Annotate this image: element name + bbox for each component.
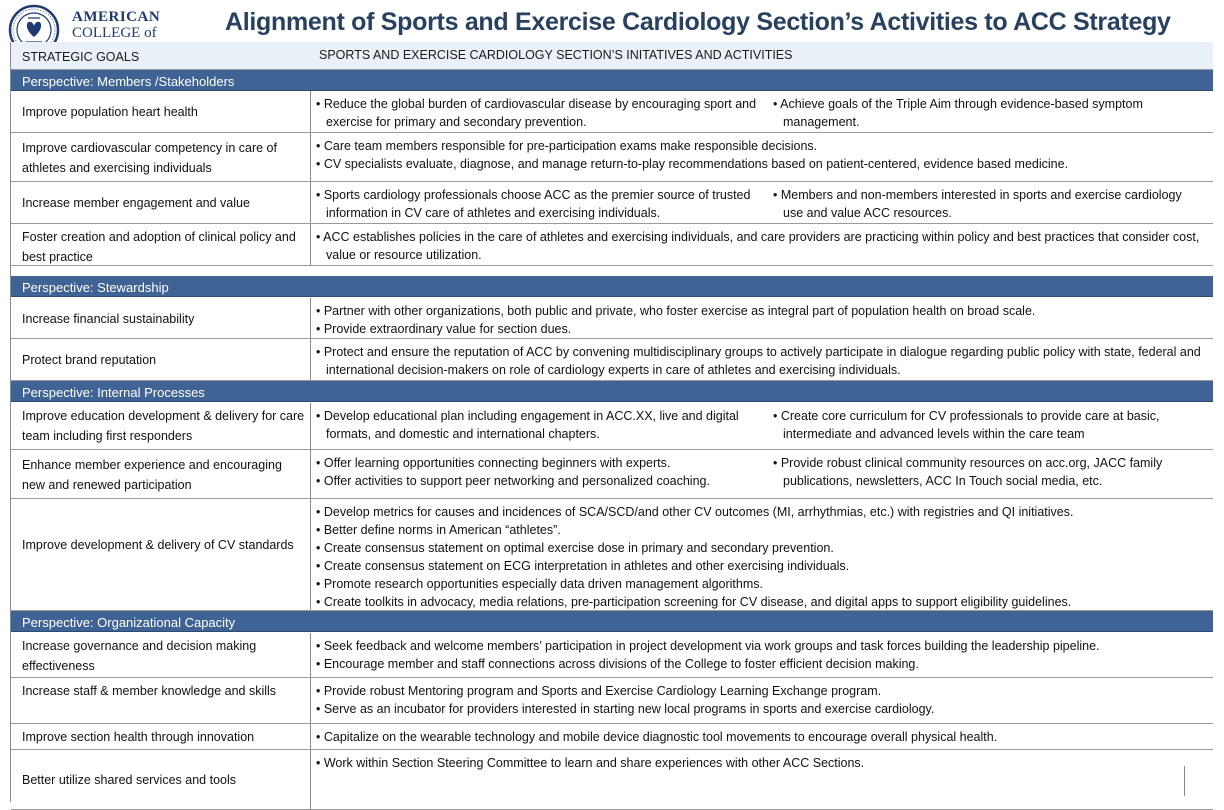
initiative-cell-right xyxy=(773,186,1203,222)
bullet-item: • Work within Section Steering Committee to learn and share experiences with other ACC Sections. xyxy=(316,756,865,770)
strategic-goal: Increase member engagement and value xyxy=(22,196,250,210)
strategy-table xyxy=(10,42,1213,802)
perspective-band xyxy=(11,70,1213,91)
bullet-item: • Sports cardiology professionals choose ACC as the premier source of trusted information in CV care of athletes and exercising individuals. xyxy=(316,188,751,220)
initiative-cell-right xyxy=(773,407,1203,443)
bullet-item: • Create toolkits in advocacy, media relations, pre-participation screening for CV disease, and digital apps to support eligibility guidelines. xyxy=(316,595,1072,609)
table-row xyxy=(11,133,1213,182)
bullet-item: • Develop metrics for causes and incidences of SCA/SCD/and other CV outcomes (MI, arrhythmias, etc.) with registries and QI initiatives. xyxy=(316,505,1074,519)
initiative-cell xyxy=(316,728,1206,746)
table-row xyxy=(11,499,1213,611)
bullet-item: • Members and non-members interested in sports and exercise cardiology use and value ACC resources. xyxy=(773,188,1182,220)
column-divider xyxy=(310,298,311,338)
bullet-item: • Serve as an incubator for providers interested in starting new local programs in sports and exercise cardiology. xyxy=(316,702,935,716)
bullet-item: • Care team members responsible for pre-participation exams make responsible decisions. xyxy=(316,139,818,153)
bullet-item: • Offer learning opportunities connecting beginners with experts. xyxy=(316,456,671,470)
table-row xyxy=(11,403,1213,450)
header-initiatives: SPORTS AND EXERCISE CARDIOLOGY SECTION’S INITATIVES AND ACTIVITIES xyxy=(319,48,793,62)
table-row xyxy=(11,678,1213,724)
initiative-cell xyxy=(316,343,1206,379)
initiative-cell xyxy=(316,637,1206,673)
strategic-goal: Increase governance and decision making effectiveness xyxy=(22,639,257,673)
table-row xyxy=(11,450,1213,499)
table-row xyxy=(11,298,1213,339)
table-row xyxy=(11,339,1213,381)
column-divider xyxy=(310,678,311,723)
logo-line-2: COLLEGE of xyxy=(72,25,157,41)
table-row xyxy=(11,182,1213,224)
bullet-item: • Seek feedback and welcome members’ participation in project development via work groups and task forces building the leadership pipeline. xyxy=(316,639,1100,653)
perspective-label: Perspective: Organizational Capacity xyxy=(22,615,236,630)
table-header xyxy=(11,42,1213,70)
bullet-item: • CV specialists evaluate, diagnose, and manage return-to-play recommendations based on patient-centered, evidence based medicine. xyxy=(316,157,1069,171)
perspective-label: Perspective: Internal Processes xyxy=(22,385,205,400)
initiative-cell xyxy=(316,137,1206,173)
bullet-item: • Better define norms in American “athletes”. xyxy=(316,523,561,537)
logo-line-1: AMERICAN xyxy=(72,9,161,25)
perspective-band xyxy=(11,381,1213,402)
initiative-cell-left xyxy=(316,454,766,490)
column-divider xyxy=(310,499,311,610)
column-divider xyxy=(310,133,311,181)
table-row xyxy=(11,724,1213,750)
initiative-cell-right xyxy=(773,454,1203,490)
bullet-item: • Provide robust Mentoring program and Sports and Exercise Cardiology Learning Exchange program. xyxy=(316,684,882,698)
bullet-item: • Encourage member and staff connections across divisions of the College to foster efficient decision making. xyxy=(316,657,919,671)
column-divider xyxy=(310,724,311,749)
strategic-goal: Improve population heart health xyxy=(22,105,198,119)
bullet-item: • Provide robust clinical community resources on acc.org, JACC family publications, newsletters, ACC In Touch social media, etc. xyxy=(773,456,1163,488)
table-row xyxy=(11,91,1213,133)
column-divider xyxy=(310,403,311,449)
bullet-item: • Create consensus statement on optimal exercise dose in primary and secondary prevention. xyxy=(316,541,834,555)
perspective-label: Perspective: Stewardship xyxy=(22,280,169,295)
perspective-band xyxy=(11,276,1213,297)
bullet-item: • Partner with other organizations, both public and private, who foster exercise as integral part of population health on broad scale. xyxy=(316,304,1036,318)
column-divider xyxy=(310,91,311,132)
bullet-item: • ACC establishes policies in the care of athletes and exercising individuals, and care providers are practicing within policy and best practices that consider cost, value or resource utilization. xyxy=(316,230,1200,262)
initiative-cell-left xyxy=(316,186,766,222)
strategic-goal: Improve development & delivery of CV standards xyxy=(22,538,294,552)
perspective-label: Perspective: Members /Stakeholders xyxy=(22,74,235,89)
bullet-item: • Protect and ensure the reputation of ACC by convening multidisciplinary groups to actively participate in dialogue regarding public policy with state, federal and international decision-makers on role of cardiology experts in care of athletes and exercising individuals. xyxy=(316,345,1201,377)
table-row xyxy=(11,750,1213,810)
bullet-item: • Create core curriculum for CV professionals to provide care at basic, intermediate and advanced levels within the care team xyxy=(773,409,1160,441)
initiative-cell-left xyxy=(316,95,766,131)
header-strategic-goals: STRATEGIC GOALS xyxy=(22,50,140,64)
initiative-cell xyxy=(316,302,1206,338)
strategic-goal: Increase staff & member knowledge and skills xyxy=(22,684,277,698)
bullet-item: • Capitalize on the wearable technology and mobile device diagnostic tool movements to encourage overall physical health. xyxy=(316,730,998,744)
column-divider xyxy=(310,339,311,380)
bullet-item: • Achieve goals of the Triple Aim through evidence-based symptom management. xyxy=(773,97,1143,129)
column-divider xyxy=(310,633,311,677)
perspective-band xyxy=(11,611,1213,632)
initiative-cell-right xyxy=(773,95,1203,131)
initiative-cell xyxy=(316,503,1206,611)
strategic-goal: Enhance member experience and encouraging new and renewed participation xyxy=(22,457,282,492)
strategic-goal: Improve section health through innovation xyxy=(22,730,255,744)
strategic-goal: Increase financial sustainability xyxy=(22,311,195,326)
column-divider xyxy=(310,224,311,265)
strategic-goal: Improve education development & delivery for care team including first responders xyxy=(22,409,305,443)
strategic-goal: Protect brand reputation xyxy=(22,353,157,367)
page-title: Alignment of Sports and Exercise Cardiology Section’s Activities to ACC Strategy xyxy=(225,8,1171,36)
initiative-cell xyxy=(316,228,1206,264)
column-divider xyxy=(310,450,311,498)
column-divider xyxy=(310,182,311,223)
column-divider xyxy=(310,750,311,809)
initiative-cell-left xyxy=(316,407,766,443)
initiative-cell xyxy=(316,754,1206,772)
bullet-item: • Promote research opportunities especially data driven management algorithms. xyxy=(316,577,763,591)
strategic-goal: Improve cardiovascular competency in care of athletes and exercising individuals xyxy=(22,140,277,175)
bullet-item: • Develop educational plan including engagement in ACC.XX, live and digital formats, and domestic and international chapters. xyxy=(316,409,739,441)
bullet-item: • Create consensus statement on ECG interpretation in athletes and other exercising individuals. xyxy=(316,559,850,573)
bullet-item: • Offer activities to support peer networking and personalized coaching. xyxy=(316,474,710,488)
table-row xyxy=(11,633,1213,678)
bullet-item: • Provide extraordinary value for section dues. xyxy=(316,322,572,336)
initiative-cell xyxy=(316,682,1206,718)
bullet-item: • Reduce the global burden of cardiovascular disease by encouraging sport and exercise for primary and secondary prevention. xyxy=(316,97,757,129)
table-row xyxy=(11,224,1213,266)
strategic-goal: Better utilize shared services and tools xyxy=(22,773,236,787)
strategic-goal: Foster creation and adoption of clinical policy and best practice xyxy=(22,230,296,264)
